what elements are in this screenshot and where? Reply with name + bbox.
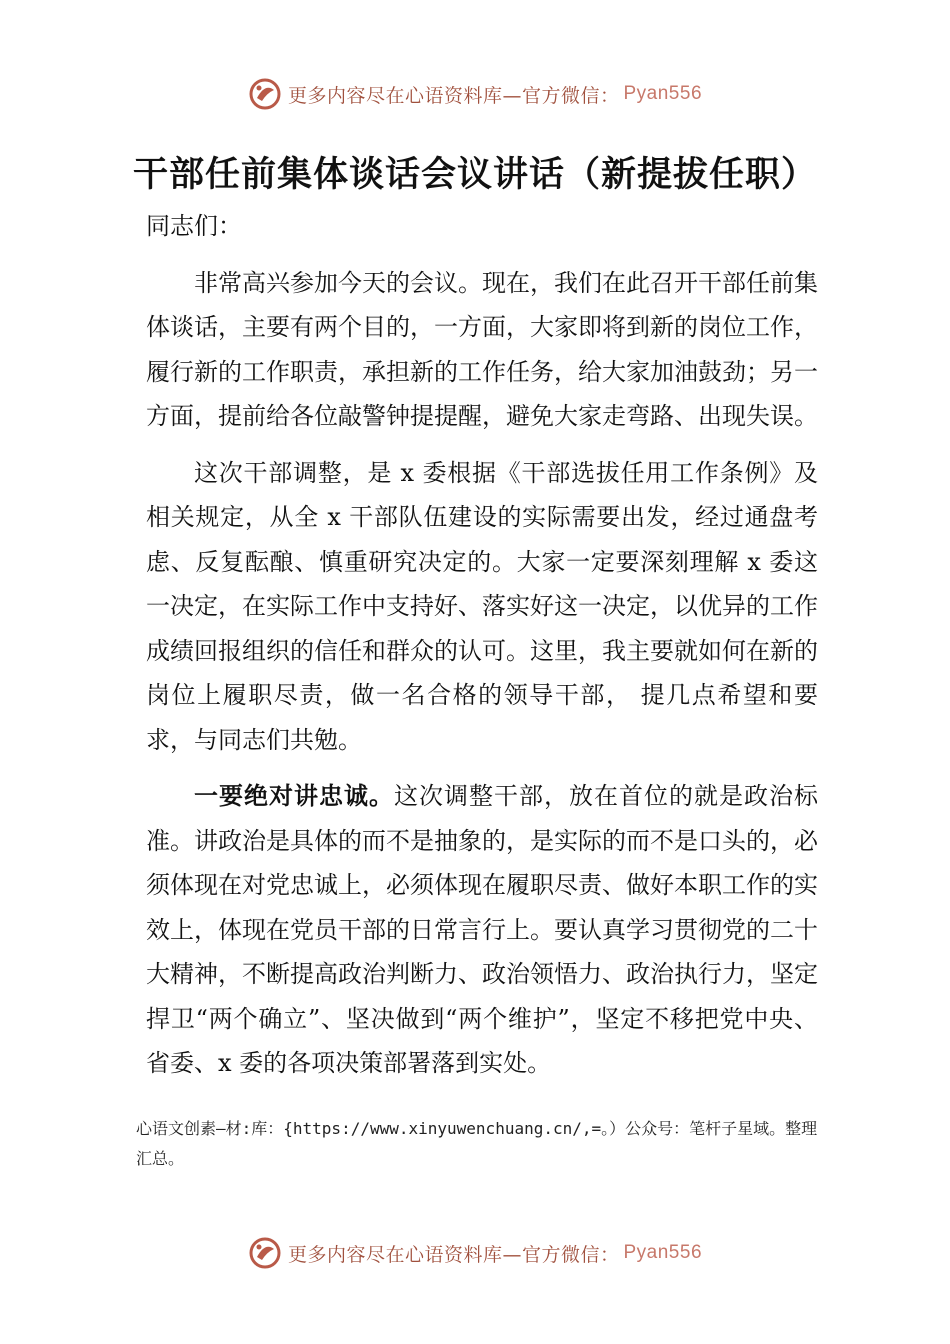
banner-text: 更多内容尽在心语资料库—官方微信： xyxy=(287,1243,620,1266)
banner-handle: Pyan556 xyxy=(623,83,703,104)
header-banner xyxy=(0,74,950,114)
brand-logo-icon xyxy=(248,77,282,111)
footer-banner xyxy=(0,1233,950,1273)
salutation: 同志们： xyxy=(146,212,242,240)
document-body xyxy=(146,204,818,1098)
paragraph-1: 非常高兴参加今天的会议。现在，我们在此召开干部任前集体谈话，主要有两个目的，一方面，大家即将到新的岗位工作，履行新的工作职责，承担新的工作任务，给大家加油鼓劲；另一方面，提前给各位敲警钟提提醒，避免大家走弯路、出现失误。 xyxy=(146,268,818,430)
source-note: 心语文创素—材:库：{https://www.xinyuwenchuang.cn/,=。）公众号：笔杆子星域。整理汇总。 xyxy=(136,1119,818,1168)
document-title: 干部任前集体谈话会议讲话（新提拔任职） xyxy=(132,155,817,196)
banner-text: 更多内容尽在心语资料库—官方微信： xyxy=(287,84,620,107)
paragraph-2: 这次干部调整，是 x 委根据《干部选拔任用工作条例》及相关规定，从全 x 干部队伍建设的实际需要出发，经过通盘考虑、反复酝酿、慎重研究决定的。大家一定要深刻理解 x 委这一决定，在实际工作中支持好、落实好这一决定，以优异的工作成绩回报组织的信任和群众的认可。这里，我主要就如何在新的岗位上履职尽责，做一名合格的领导干部， 提几点希望和要求，与同志们共勉。 xyxy=(146,458,818,754)
brand-logo-icon xyxy=(248,1236,282,1270)
banner-handle: Pyan556 xyxy=(623,1242,703,1263)
point-1-heading: 一要绝对讲忠诚。 xyxy=(194,782,394,810)
paragraph-point-1 xyxy=(146,774,818,1086)
point-1-body: 这次调整干部，放在首位的就是政治标准。讲政治是具体的而不是抽象的，是实际的而不是口头的，必须体现在对党忠诚上，必须体现在履职尽责、做好本职工作的实效上，体现在党员干部的日常言行上。要认真学习贯彻党的二十大精神，不断提高政治判断力、政治领悟力、政治执行力，坚定捍卫“两个确立”、坚决做到“两个维护”，坚定不移把党中央、省委、x 委的各项决策部署落到实处。 xyxy=(146,782,818,1077)
